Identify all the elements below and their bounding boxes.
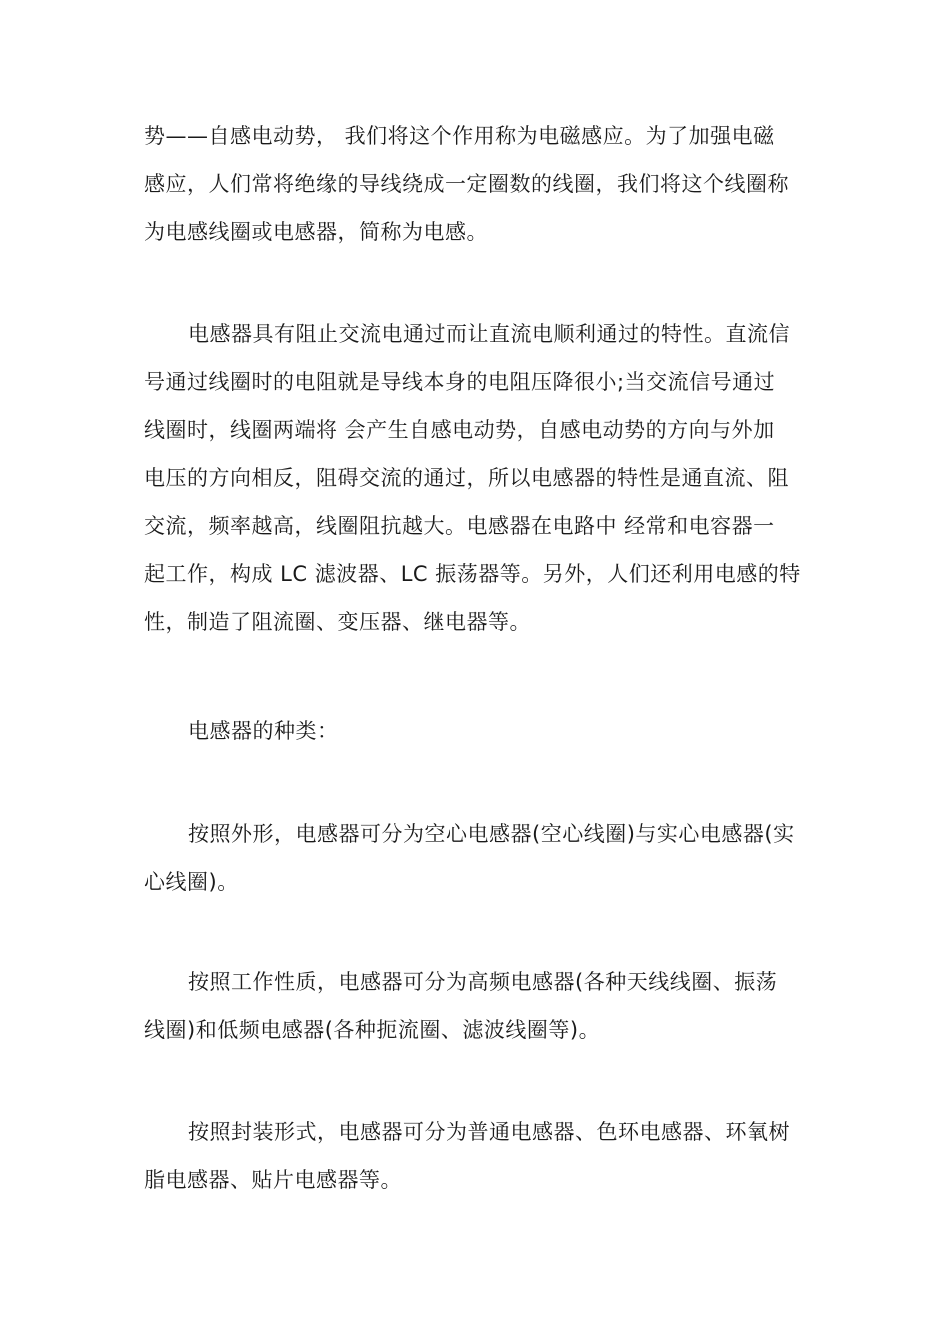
paragraph-line: 性，制造了阻流圈、变压器、继电器等。 — [144, 610, 531, 634]
paragraph-electromagnetic-induction — [144, 112, 808, 256]
paragraph-by-working-nature — [144, 958, 808, 1054]
paragraph-line: 按照封装形式，电感器可分为普通电感器、色环电感器、环氧树 — [188, 1120, 790, 1144]
paragraph-line: 交流，频率越高，线圈阻抗越大。电感器在电路中 经常和电容器一 — [144, 514, 775, 538]
paragraph-line: 电感器具有阻止交流电通过而让直流电顺利通过的特性。直流信 — [188, 322, 790, 346]
paragraph-by-package-form — [144, 1108, 808, 1204]
paragraph-line: 线圈)和低频电感器(各种扼流圈、滤波线圈等)。 — [144, 1018, 601, 1042]
paragraph-by-shape — [144, 810, 808, 906]
paragraph-line: 线圈时，线圈两端将 会产生自感电动势，自感电动势的方向与外加 — [144, 418, 775, 442]
paragraph-line: 为电感线圈或电感器，简称为电感。 — [144, 220, 488, 244]
paragraph-line: 脂电感器、贴片电感器等。 — [144, 1168, 402, 1192]
paragraph-line: 按照外形，电感器可分为空心电感器(空心线圈)与实心电感器(实 — [188, 822, 795, 846]
paragraph-line: 心线圈)。 — [144, 870, 239, 894]
paragraph-line: 起工作，构成 LC 滤波器、LC 振荡器等。另外，人们还利用电感的特 — [144, 562, 801, 586]
paragraph-line: 感应，人们常将绝缘的导线绕成一定圈数的线圈，我们将这个线圈称 — [144, 172, 789, 196]
paragraph-line: 号通过线圈时的电阻就是导线本身的电阻压降很小;当交流信号通过 — [144, 370, 776, 394]
section-heading-inductor-types — [144, 707, 808, 755]
paragraph-line: 按照工作性质，电感器可分为高频电感器(各种天线线圈、振荡 — [188, 970, 778, 994]
paragraph-inductor-characteristics — [144, 310, 808, 646]
section-heading: 电感器的种类： — [188, 719, 339, 743]
paragraph-line: 电压的方向相反，阻碍交流的通过，所以电感器的特性是通直流、阻 — [144, 466, 789, 490]
paragraph-line: 势——自感电动势， 我们将这个作用称为电磁感应。为了加强电磁 — [144, 124, 775, 148]
